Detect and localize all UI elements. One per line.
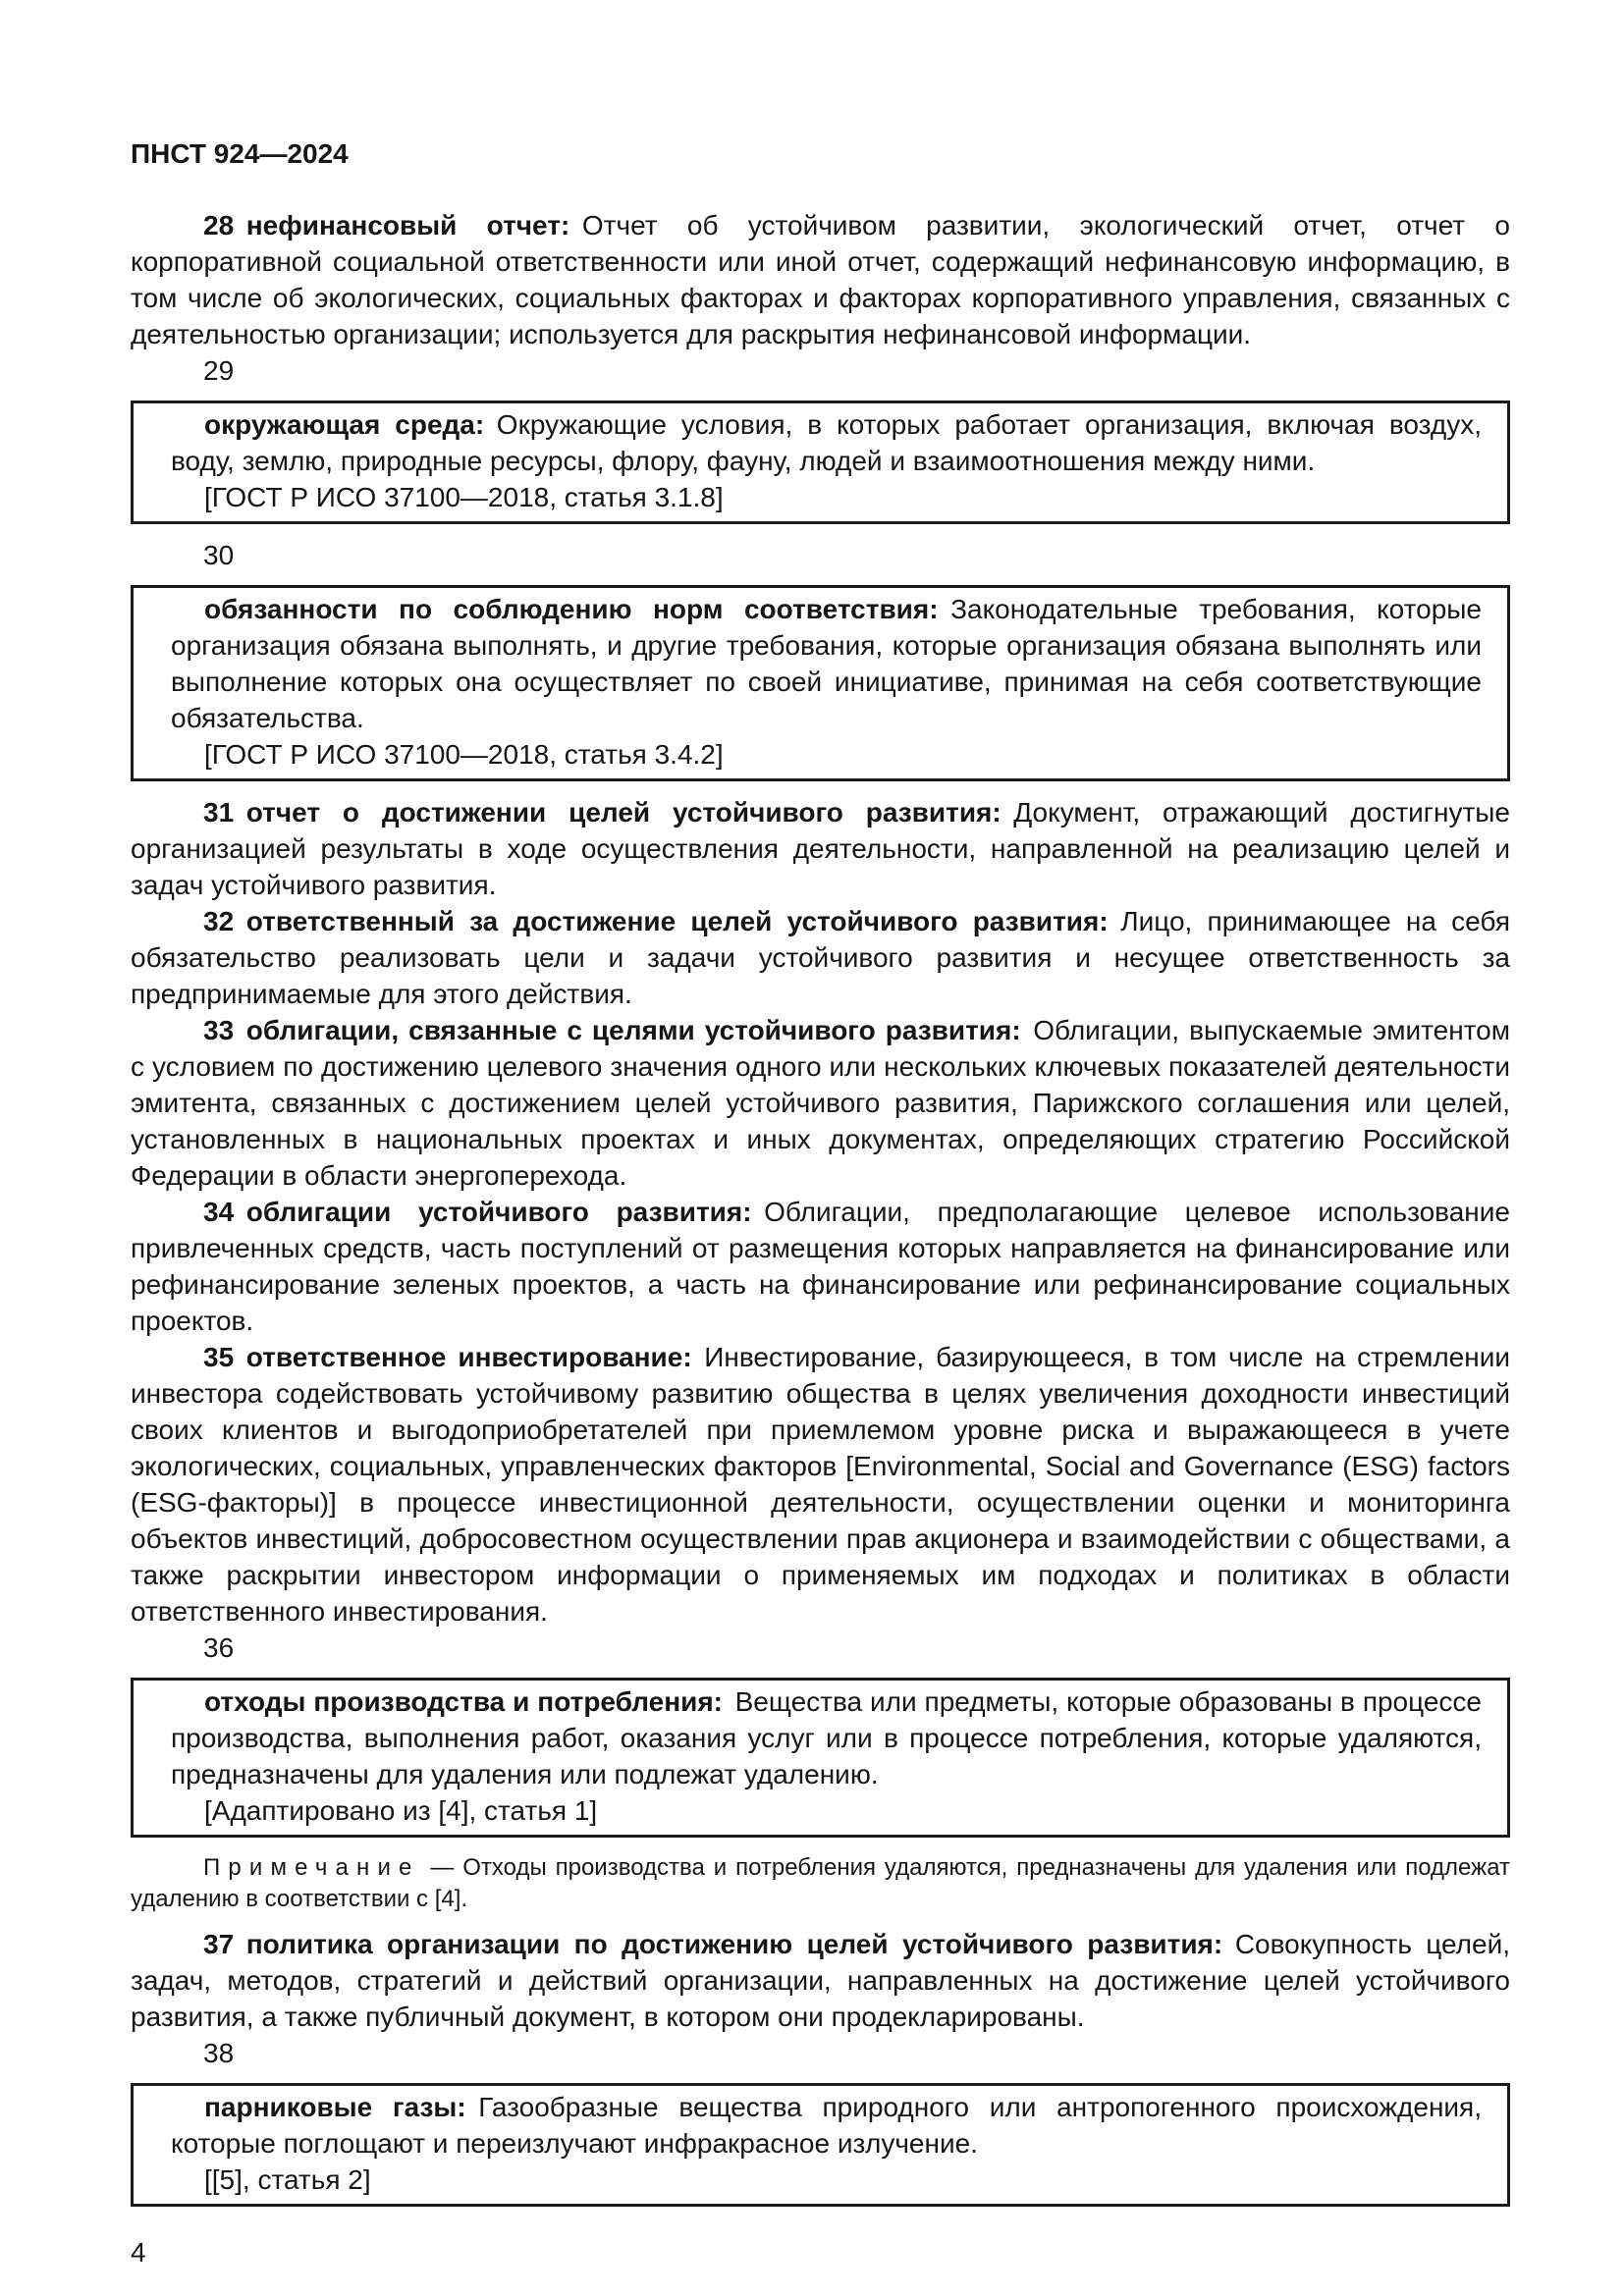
term-definition: Инвестирование, базирующееся, в том числе на стремлении инвестора содействовать устойчивому развитию общества в целях увеличения доходности инвестиций своих клиентов и выгодоприобретателей при приемлемом уровне риска и выражающееся в учете экологических, социальных, управленческих факторов [Environmental, Social and Governance (ESG) factors (ESG-факторы)] в процессе инвестиционной деятельности, осуществлении оценки и мониторинга объектов инвестиций, добросовестном осуществлении прав акционера и взаимодействии с обществами, а также раскрытии инвестором информации о применяемых им подходах и политиках в области ответственного инвестирования. bbox=[131, 1342, 1510, 1627]
document-code: ПНСТ 924—2024 bbox=[131, 138, 349, 169]
term-36-number-line: 36 bbox=[203, 1632, 235, 1663]
gost-citation: [ГОСТ Р ИСО 37100—2018, статья 3.4.2] bbox=[204, 739, 724, 770]
page-number: 4 bbox=[131, 2237, 146, 2268]
term-number: 37 bbox=[203, 1929, 235, 1959]
adapted-citation: [Адаптировано из [4], статья 1] bbox=[204, 1795, 598, 1826]
term-definition: Отчет об устойчивом развитии, экологический отчет, отчет о корпоративной социальной ответственности или иной отчет, содержащий нефинансовую информацию, в том числе об экологических, социальных факторах и факторах корпоративного управления, связанных с деятельностью организации; используется для раскрытия нефинансовой информации. bbox=[131, 210, 1510, 349]
term-definition: Газообразные вещества природного или антропогенного происхождения, которые поглощают и переизлучают инфракрасное излучение. bbox=[171, 2092, 1483, 2159]
term-title: облигации устойчивого развития: bbox=[245, 1197, 752, 1227]
term-33-paragraph bbox=[131, 1012, 1510, 1194]
law-citation: [[5], статья 2] bbox=[204, 2164, 371, 2195]
term-title: ответственный за достижение целей устойчивого развития: bbox=[245, 906, 1109, 936]
term-definition: Лицо, принимающее на себя обязательство реализовать цели и задачи устойчивого развития и несущее ответственность за предпринимаемые для этого действия. bbox=[131, 906, 1510, 1009]
boxed-term-paragraph bbox=[171, 406, 1482, 479]
term-34-paragraph bbox=[131, 1194, 1510, 1339]
term-definition: Совокупность целей, задач, методов, стратегий и действий организации, направленных на достижение целей устойчивого развития, а также публичный документ, в котором они продекларированы. bbox=[131, 1929, 1510, 2032]
definition-box-29 bbox=[131, 400, 1510, 524]
term-title: окружающая среда: bbox=[204, 409, 485, 440]
definition-box-36 bbox=[131, 1678, 1510, 1838]
term-31-paragraph bbox=[131, 794, 1510, 903]
term-definition: Документ, отражающий достигнутые организацией результаты в ходе осуществления деятельности, направленной на реализацию целей и задач устойчивого развития. bbox=[131, 797, 1510, 900]
term-title: ответственное инвестирование: bbox=[245, 1342, 692, 1372]
definition-box-30 bbox=[131, 585, 1510, 781]
note-text: — Отходы производства и потребления удаляются, предназначены для удаления или подлежат удалению в соответствии с [4]. bbox=[131, 1854, 1510, 1912]
term-number: 31 bbox=[203, 797, 235, 828]
definition-box-38 bbox=[131, 2083, 1510, 2207]
term-number: 28 bbox=[203, 210, 235, 240]
term-title: парниковые газы: bbox=[204, 2092, 466, 2122]
term-title: отходы производства и потребления: bbox=[204, 1686, 723, 1717]
term-definition: Облигации, выпускаемые эмитентом с условием по достижению целевого значения одного или нескольких ключевых показателей деятельности эмитента, связанных с достижением целей устойчивого развития, Парижского соглашения или целей, установленных в национальных проектах и иных документах, определяющих стратегию Российской Федерации в области энергоперехода. bbox=[131, 1015, 1510, 1191]
term-definition: Вещества или предметы, которые образованы в процессе производства, выполнения работ, оказания услуг или в процессе потребления, которые удаляются, предназначены для удаления или подлежат удалению. bbox=[171, 1686, 1482, 1789]
term-title: отчет о достижении целей устойчивого развития: bbox=[245, 797, 1001, 828]
term-number: 32 bbox=[203, 906, 235, 936]
term-number: 34 bbox=[203, 1197, 235, 1227]
term-29-number-line: 29 bbox=[203, 355, 235, 386]
term-title: облигации, связанные с целями устойчивого развития: bbox=[245, 1015, 1021, 1045]
term-definition: Окружающие условия, в которых работает организация, включая воздух, воду, землю, природные ресурсы, флору, фауну, людей и взаимоотношения между ними. bbox=[171, 409, 1482, 476]
term-number: 35 bbox=[203, 1342, 235, 1372]
term-35-paragraph bbox=[131, 1339, 1510, 1629]
term-definition: Законодательные требования, которые организация обязана выполнять, и другие требования, которые организация обязана выполнять или выполнение которых она осуществляет по своей инициативе, принимая на себя соответствующие обязательства. bbox=[171, 594, 1482, 733]
term-32-paragraph bbox=[131, 903, 1510, 1012]
note-label: Примечание bbox=[203, 1854, 420, 1881]
boxed-term-paragraph bbox=[171, 591, 1482, 736]
term-definition: Облигации, предполагающие целевое использование привлеченных средств, часть поступлений от размещения которых направляется на финансирование или рефинансирование зеленых проектов, а часть на финансирование или рефинансирование социальных проектов. bbox=[131, 1197, 1510, 1336]
term-28-paragraph bbox=[131, 207, 1510, 352]
term-number: 33 bbox=[203, 1015, 235, 1045]
term-37-paragraph bbox=[131, 1926, 1510, 2035]
boxed-term-paragraph bbox=[171, 2089, 1482, 2162]
gost-citation: [ГОСТ Р ИСО 37100—2018, статья 3.1.8] bbox=[204, 482, 724, 512]
term-38-number-line: 38 bbox=[203, 2038, 235, 2068]
term-title: нефинансовый отчет: bbox=[245, 210, 570, 240]
note-paragraph bbox=[131, 1852, 1510, 1915]
boxed-term-paragraph bbox=[171, 1683, 1482, 1792]
term-title: обязанности по соблюдению норм соответствия: bbox=[204, 594, 939, 624]
term-title: политика организации по достижению целей устойчивого развития: bbox=[245, 1929, 1223, 1959]
term-30-number-line: 30 bbox=[203, 540, 235, 570]
